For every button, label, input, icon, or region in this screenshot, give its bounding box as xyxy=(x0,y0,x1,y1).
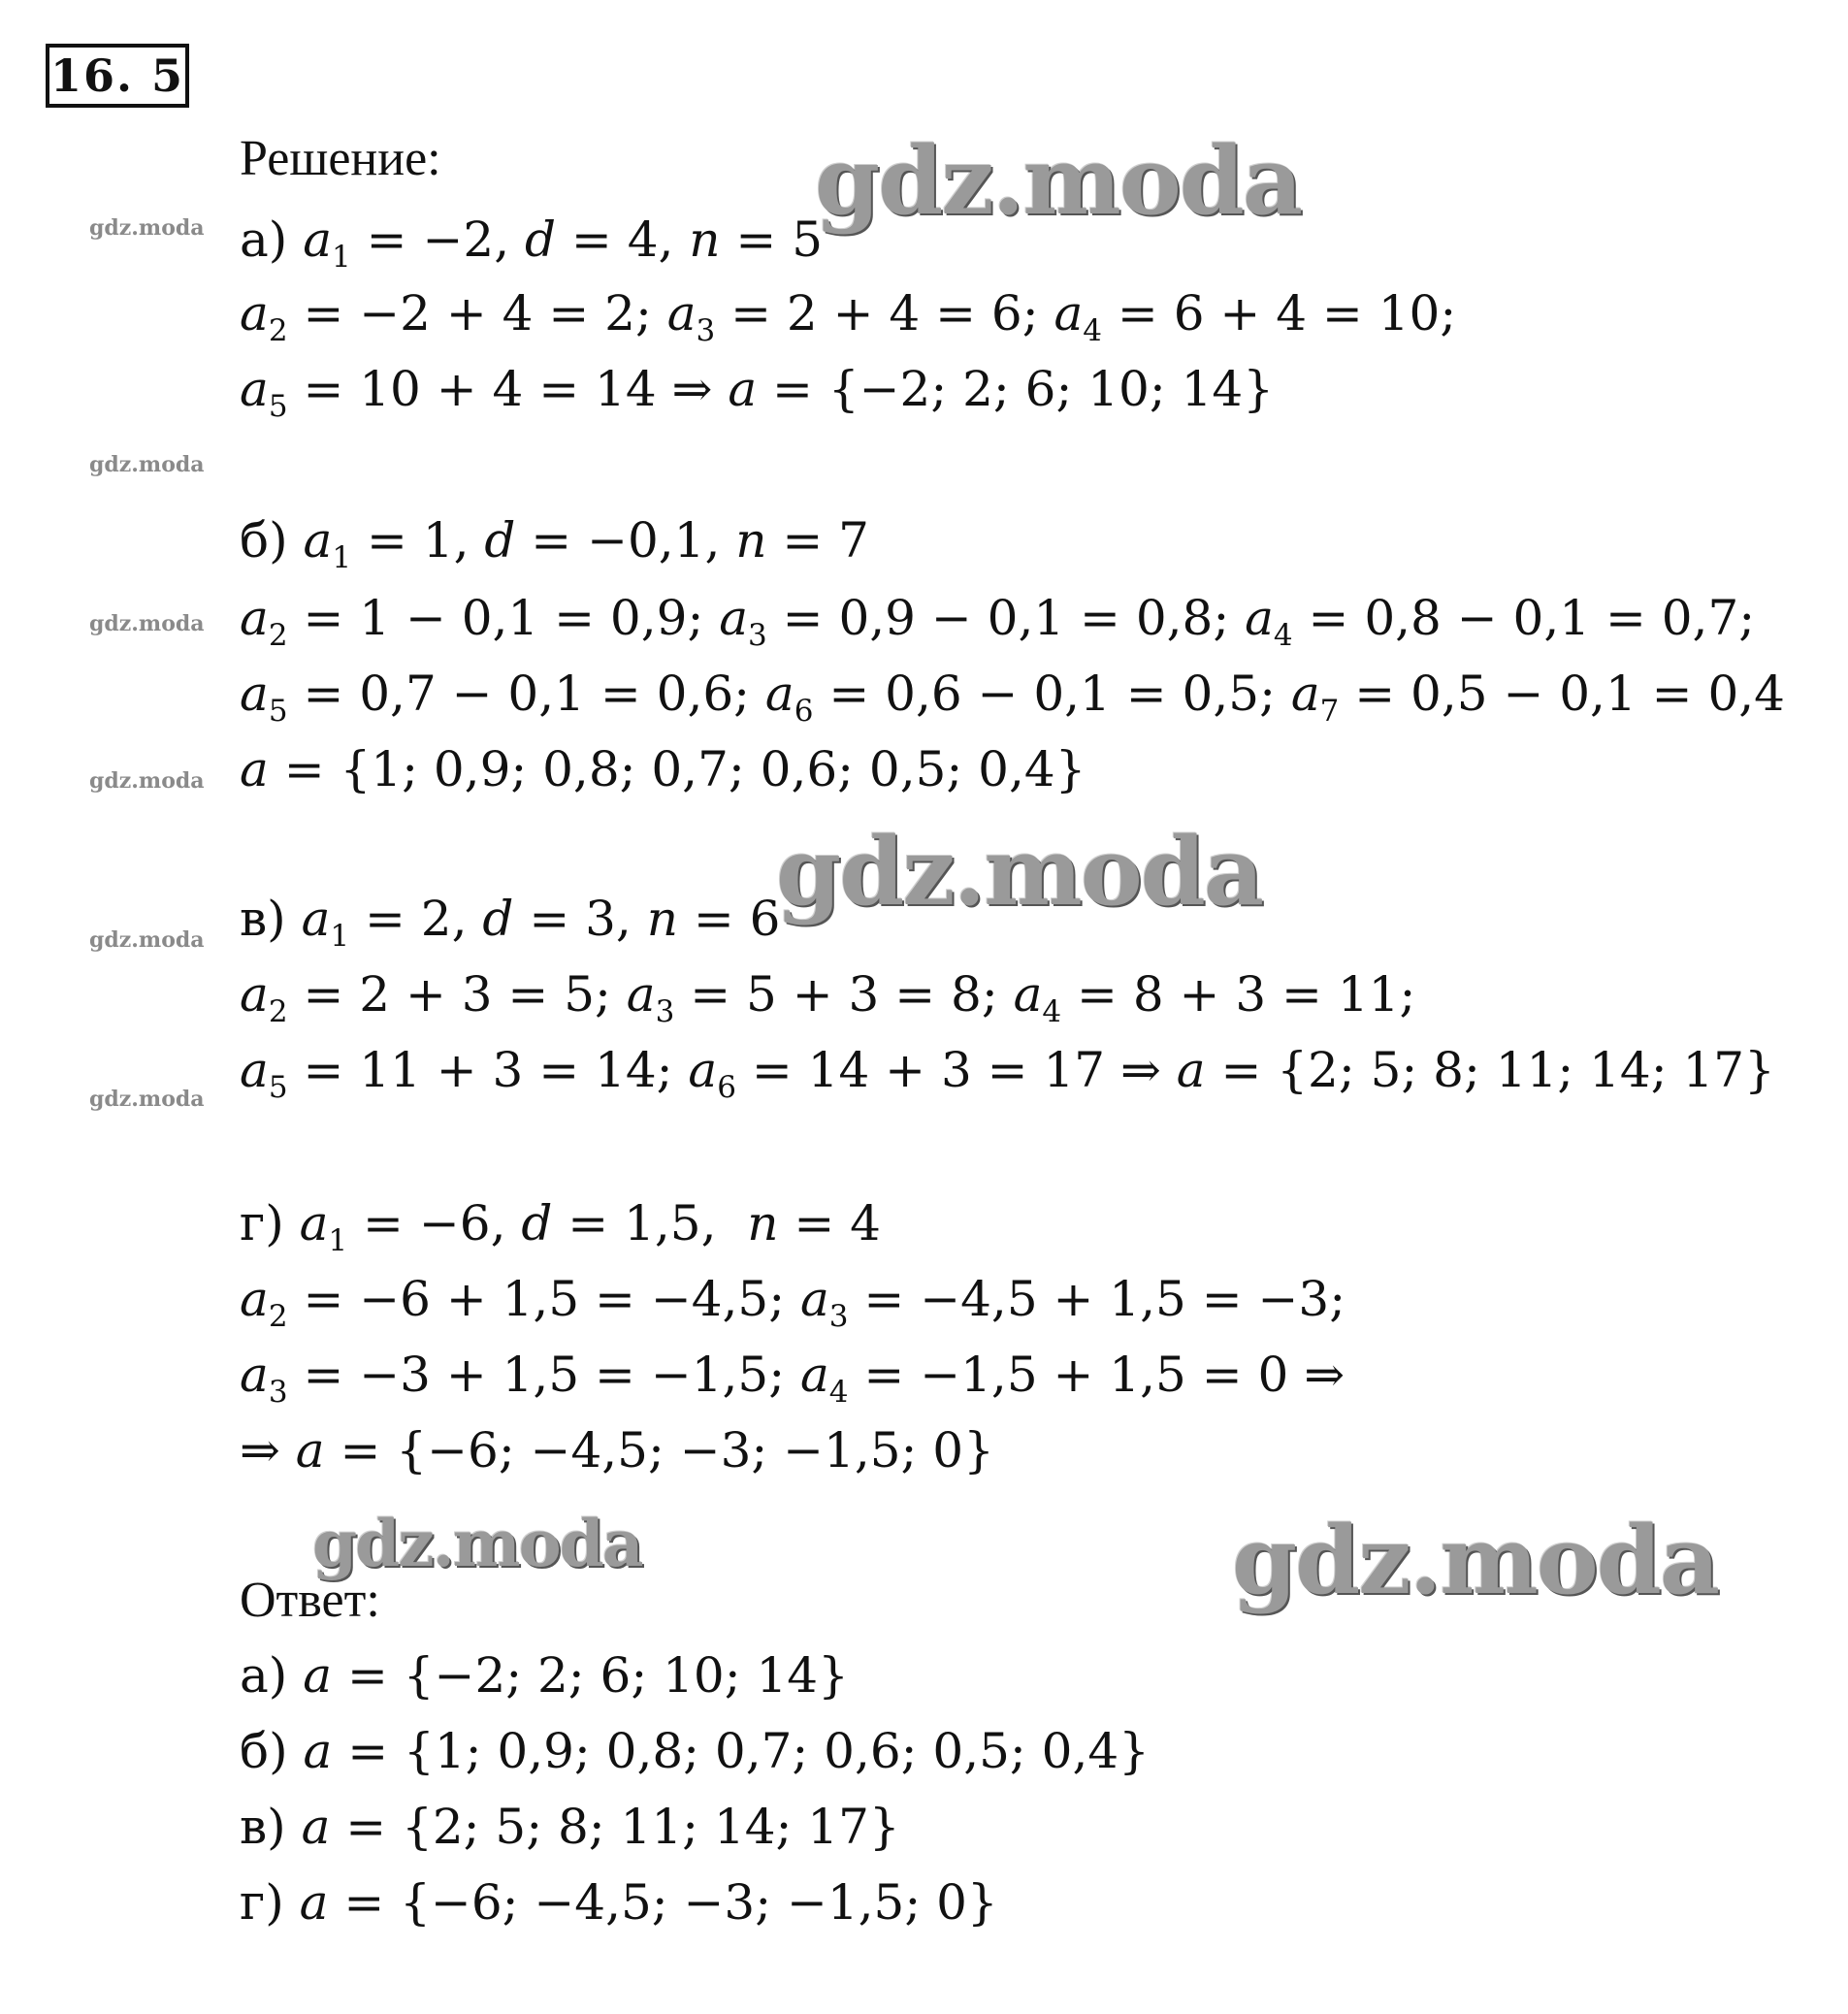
part-a-given: а) $a_1 = -2$, d = 4, n = 5 xyxy=(240,211,823,275)
part-b-step-3: a = {1; 0,9; 0,8; 0,7; 0,6; 0,5; 0,4} xyxy=(240,741,1086,797)
watermark-small: gdz.moda xyxy=(89,1087,205,1112)
problem-number: 16. 5 xyxy=(46,44,189,108)
part-g-step-1: $a_2 = -6 + 1,5 = -4,5$; $a_3 = -4,5 + 1,5 = -3$; xyxy=(240,1271,1346,1334)
answer-a: а) a = {−2; 2; 6; 10; 14} xyxy=(240,1647,849,1704)
answer-v: в) a = {2; 5; 8; 11; 14; 17} xyxy=(240,1799,900,1855)
part-b-step-2: $a_5 = 0,7 - 0,1 = 0,6$; $a_6 = 0,6 - 0,1 = 0,5$; $a_7 = 0,5 - 0,1 = 0,4$ xyxy=(240,666,1785,729)
part-b-given: б) $a_1 = 1$, d = −0,1, n = 7 xyxy=(240,512,869,575)
watermark-large: gdz.moda xyxy=(312,1506,642,1581)
part-a-step-2: $a_5 = 10 + 4 = 14$ ⇒ a = {−2; 2; 6; 10; 14} xyxy=(240,361,1274,424)
answer-b: б) a = {1; 0,9; 0,8; 0,7; 0,6; 0,5; 0,4} xyxy=(240,1723,1150,1779)
answer-heading: Ответ: xyxy=(240,1573,380,1628)
part-v-step-1: $a_2 = 2 + 3 = 5$; $a_3 = 5 + 3 = 8$; $a_4 = 8 + 3 = 11$; xyxy=(240,966,1416,1029)
part-g-given: г) $a_1 = -6$, d = 1,5, n = 4 xyxy=(240,1195,881,1258)
part-g-step-3: ⇒ a = {−6; −4,5; −3; −1,5; 0} xyxy=(240,1422,994,1478)
part-b-step-1: $a_2 = 1 - 0,1 = 0,9$; $a_3 = 0,9 - 0,1 = 0,8$; $a_4 = 0,8 - 0,1 = 0,7$; xyxy=(240,590,1756,653)
watermark-small: gdz.moda xyxy=(89,452,205,477)
watermark-small: gdz.moda xyxy=(89,768,205,794)
watermark-small: gdz.moda xyxy=(89,927,205,953)
watermark-small: gdz.moda xyxy=(89,611,205,636)
part-v-given: в) $a_1 = 2$, d = 3, n = 6 xyxy=(240,891,781,954)
part-g-step-2: $a_3 = -3 + 1,5 = -1,5$; $a_4 = -1,5 + 1,5 = 0$ ⇒ xyxy=(240,1347,1345,1410)
part-v-step-2: $a_5 = 11 + 3 = 14$; $a_6 = 14 + 3 = 17$ ⇒ a = {2; 5; 8; 11; 14; 17} xyxy=(240,1042,1775,1105)
part-a-step-1: $a_2 = -2 + 4 = 2$; $a_3 = 2 + 4 = 6$; $a_4 = 6 + 4 = 10$; xyxy=(240,285,1457,348)
watermark-large: gdz.moda xyxy=(776,817,1263,926)
solution-heading: Решение: xyxy=(240,131,441,186)
watermark-large: gdz.moda xyxy=(815,126,1302,236)
watermark-large: gdz.moda xyxy=(1232,1506,1719,1615)
answer-g: г) a = {−6; −4,5; −3; −1,5; 0} xyxy=(240,1874,998,1931)
watermark-small: gdz.moda xyxy=(89,215,205,241)
